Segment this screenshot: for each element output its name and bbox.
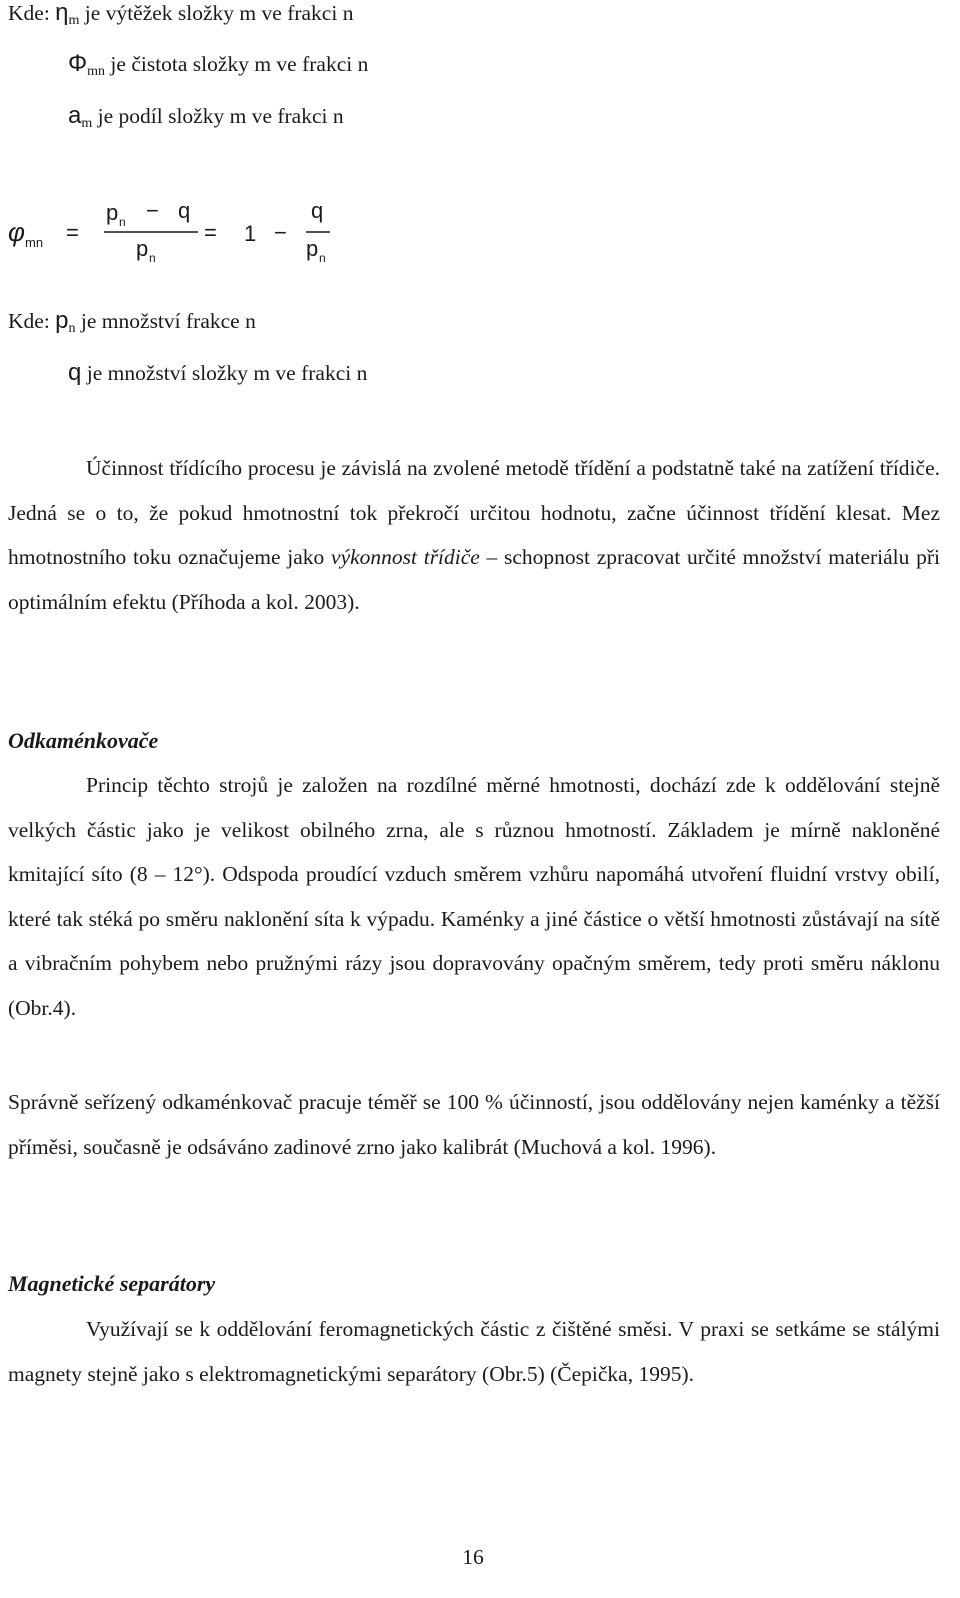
formula-num1-minus: − xyxy=(146,198,159,223)
formula-den1-p: p xyxy=(136,236,149,261)
section-heading-magnetic: Magnetické separátory xyxy=(8,1271,216,1296)
efficiency-text-1: Účinnost třídícího procesu je závislá na zvolené metodě třídění a podstatně také na zatížení třídiče. Jedná se o to, že pokud hmotnostní tok překročí určitou hodnotu, začne účinnost třídění klesat. Mez hmotnostního toku označujeme jako xyxy=(8,456,940,569)
phi-symbol: Φ xyxy=(68,50,88,77)
phi-definition: je čistota složky m ve frakci n xyxy=(105,52,369,76)
phi-subscript: mn xyxy=(87,64,106,79)
formula-equals-1: = xyxy=(66,220,79,245)
q-definition: je množství složky m ve frakci n xyxy=(81,361,368,385)
definition-a xyxy=(68,103,344,137)
formula-equals-2: = xyxy=(204,220,217,245)
formula-num2-q: q xyxy=(311,198,324,223)
formula-lhs: φ xyxy=(8,217,25,247)
p-subscript: n xyxy=(68,321,76,336)
page-number: 16 xyxy=(462,1545,484,1569)
magnetic-paragraph: Využívají se k oddělování feromagnetických částic z čištěné směsi. V praxi se setkáme se stálými magnety stejně jako s elektromagnetickými separátory (Obr.5) (Čepička, 1995). xyxy=(8,1317,940,1386)
a-definition: je podíl složky m ve frakci n xyxy=(92,104,344,128)
formula-num1-p: p xyxy=(106,200,119,225)
eta-symbol: η xyxy=(55,0,69,26)
a-subscript: m xyxy=(81,116,93,131)
definition-q xyxy=(68,360,367,386)
formula-minus-2: − xyxy=(274,220,287,245)
formula-num1-sub: n xyxy=(119,215,126,229)
definition-eta xyxy=(8,0,353,34)
formula-den2-sub: n xyxy=(319,251,326,265)
section-heading-destoners: Odkaménkovače xyxy=(8,728,159,753)
destoners-paragraph-2: Správně seřízený odkaménkovač pracuje téměř se 100 % účinností, jsou oddělovány nejen kaménky a těžší příměsi, současně je odsáváno zadinové zrno jako kalibrát (Muchová a kol. 1996). xyxy=(8,1090,940,1159)
definition-phi xyxy=(68,51,368,85)
formula-lhs-sub: mn xyxy=(25,235,44,250)
eta-subscript: m xyxy=(68,13,80,28)
formula-den1-sub: n xyxy=(149,251,156,265)
efficiency-text-2: – schopnost zpracovat určité množství materiálu při optimálním efektu (Příhoda a kol. 2003). xyxy=(8,545,940,614)
formula-den2-p: p xyxy=(306,236,319,261)
efficiency-paragraph xyxy=(8,446,940,624)
formula-one: 1 xyxy=(244,221,257,246)
eta-definition: je výtěžek složky m ve frakci n xyxy=(79,1,354,25)
a-symbol: a xyxy=(68,102,82,129)
purity-formula xyxy=(8,196,368,276)
kde-label: Kde: xyxy=(8,1,50,25)
formula-num1-q: q xyxy=(178,198,191,223)
kde-label-2: Kde: xyxy=(8,309,50,333)
q-symbol: q xyxy=(68,359,82,386)
p-symbol: p xyxy=(55,307,69,334)
efficiency-term: výkonnost třídiče xyxy=(331,545,480,569)
destoners-paragraph-1: Princip těchto strojů je založen na rozdílné měrné hmotnosti, dochází zde k oddělování stejně velkých částic jako je velikost obilného zrna, ale s různou hmotností. Základem je mírně nakloněné kmitající síto (8 – 12°). Odspoda proudící vzduch směrem vzhůru napomáhá utvoření fluidní vrstvy obilí, které tak stéká po směru naklonění síta k výpadu. Kaménky a jiné částice o větší hmotnosti zůstávají na sítě a vibračním pohybem nebo pružnými rázy jsou dopravovány opačným směrem, tedy proti směru náklonu (Obr.4). xyxy=(8,773,940,1020)
definition-p xyxy=(8,308,256,342)
p-definition: je množství frakce n xyxy=(75,309,256,333)
